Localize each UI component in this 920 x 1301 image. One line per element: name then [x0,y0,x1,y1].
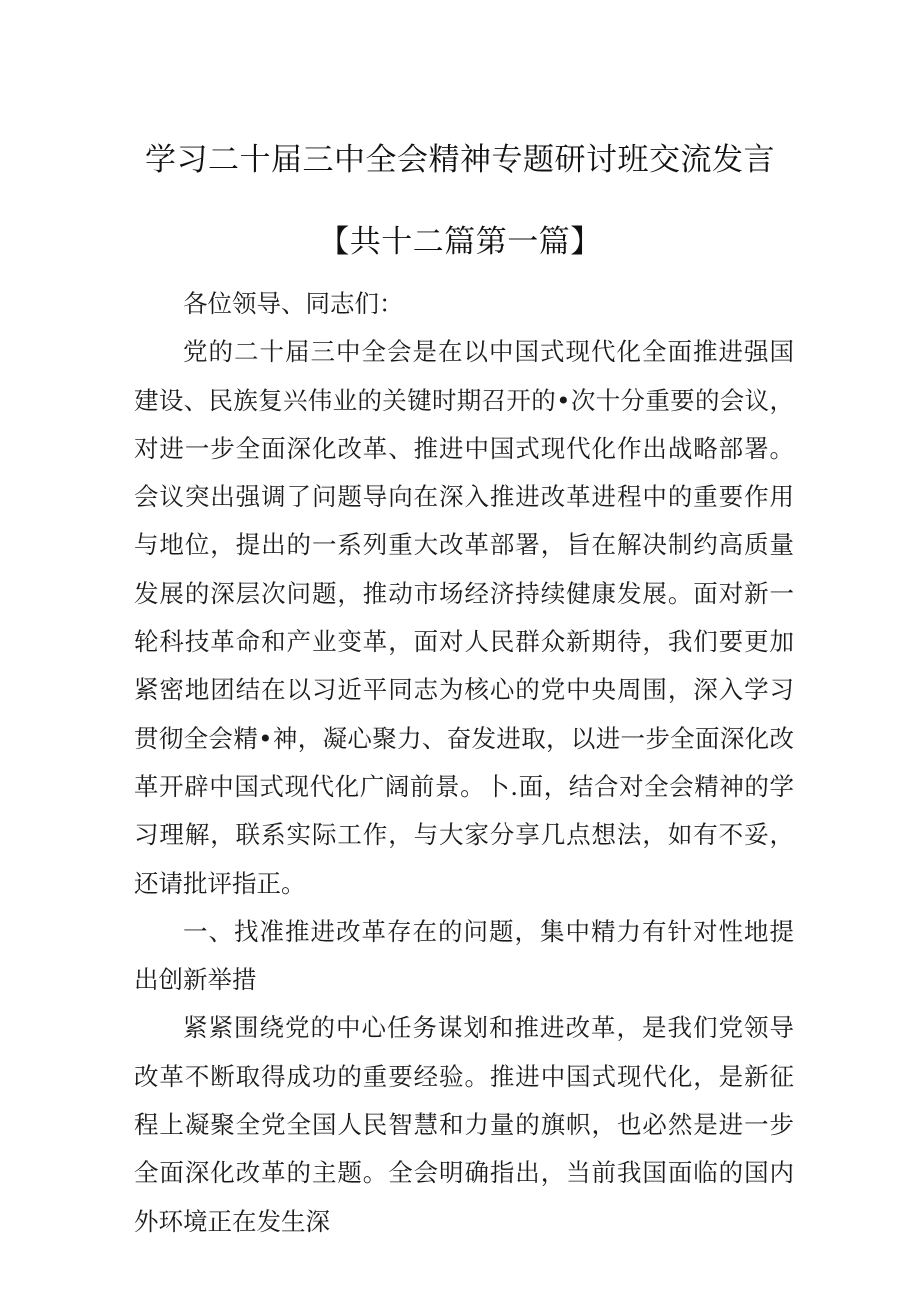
section-heading-paragraph: 一、找准推进改革存在的问题，集中精力有针对性地提出创新举措 [134,916,794,995]
document-title: 学习二十届三中全会精神专题研讨班交流发言 [145,142,775,178]
intro-paragraph: 党的二十届三中全会是在以中国式现代化全面推进强国建设、民族复兴伟业的关键时期召开的•次十分重要的会议，对进一步全面深化改革、推进中国式现代化作出战略部署。会议突出强调了问题导向在深入推进改革进程中的重要作用与地位，提出的一系列重大改革部署，旨在解决制约高质量发展的深层次问题，推动市场经济持续健康发展。面对新一轮科技革命和产业变革，面对人民群众新期待，我们要更加紧密地团结在以习近平同志为核心的党中央周围，深入学习贯彻全会精•神，凝心聚力、奋发进取，以进一步全面深化改革开辟中国式现代化广阔前景。卜.面，结合对全会精神的学习理解，联系实际工作，与大家分享几点想法，如有不妥，还请批评指正。 [134,337,794,898]
body-paragraph: 紧紧围绕党的中心任务谋划和推进改革，是我们党领导改革不断取得成功的重要经验。推进中国式现代化，是新征程上凝聚全党全国人民智慧和力量的旗帜，也必然是进一步全面深化改革的主题。全会明确指出，当前我国面临的国内外环境正在发生深 [134,1013,794,1236]
document-body [134,280,794,1246]
salutation-paragraph: 各位领导、同志们： [183,289,404,318]
document-subtitle: 【共十二篇第一篇】 [318,224,602,260]
